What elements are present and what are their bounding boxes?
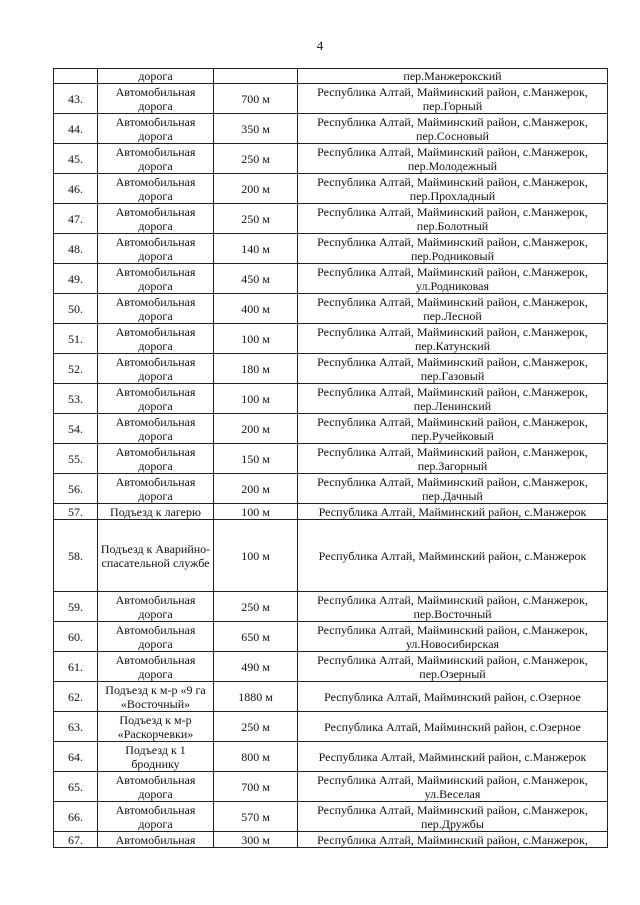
row-number-cell: 58. bbox=[54, 520, 98, 592]
road-name-cell: Автомобильная дорога bbox=[98, 324, 214, 354]
table-row bbox=[54, 384, 608, 414]
road-length-cell: 180 м bbox=[214, 354, 298, 384]
table-row bbox=[54, 444, 608, 474]
table-row bbox=[54, 802, 608, 832]
road-length-cell: 250 м bbox=[214, 712, 298, 742]
roads-table-body bbox=[54, 69, 608, 848]
road-address-cell: Республика Алтай, Майминский район, с.Манжерок bbox=[298, 520, 608, 592]
row-number-cell: 63. bbox=[54, 712, 98, 742]
row-number-cell bbox=[54, 69, 98, 84]
table-row bbox=[54, 832, 608, 848]
road-length-cell: 250 м bbox=[214, 204, 298, 234]
road-address-cell: Республика Алтай, Майминский район, с.Манжерок, пер.Загорный bbox=[298, 444, 608, 474]
row-number-cell: 47. bbox=[54, 204, 98, 234]
road-address-cell: Республика Алтай, Майминский район, с.Манжерок, bbox=[298, 832, 608, 848]
road-name-cell: Подъезд к Аварийно-спасательной службе bbox=[98, 520, 214, 592]
road-name-cell: Подъезд к лагерю bbox=[98, 504, 214, 520]
road-name-cell: Автомобильная дорога bbox=[98, 144, 214, 174]
road-length-cell: 570 м bbox=[214, 802, 298, 832]
row-number-cell: 54. bbox=[54, 414, 98, 444]
road-length-cell: 250 м bbox=[214, 592, 298, 622]
road-length-cell: 450 м bbox=[214, 264, 298, 294]
table-row bbox=[54, 204, 608, 234]
row-number-cell: 57. bbox=[54, 504, 98, 520]
road-length-cell: 140 м bbox=[214, 234, 298, 264]
row-number-cell: 43. bbox=[54, 84, 98, 114]
road-address-cell: Республика Алтай, Майминский район, с.Манжерок, пер.Восточный bbox=[298, 592, 608, 622]
road-address-cell: Республика Алтай, Майминский район, с.Манжерок, пер.Катунский bbox=[298, 324, 608, 354]
road-length-cell: 100 м bbox=[214, 384, 298, 414]
row-number-cell: 51. bbox=[54, 324, 98, 354]
road-name-cell: Автомобильная bbox=[98, 832, 214, 848]
road-length-cell: 400 м bbox=[214, 294, 298, 324]
row-number-cell: 52. bbox=[54, 354, 98, 384]
table-row bbox=[54, 114, 608, 144]
road-address-cell: Республика Алтай, Майминский район, с.Манжерок, ул.Родниковая bbox=[298, 264, 608, 294]
road-name-cell: Автомобильная дорога bbox=[98, 114, 214, 144]
row-number-cell: 67. bbox=[54, 832, 98, 848]
road-name-cell: Подъезд к м-р «Раскорчевки» bbox=[98, 712, 214, 742]
road-address-cell: Республика Алтай, Майминский район, с.Манжерок, пер.Озерный bbox=[298, 652, 608, 682]
table-row bbox=[54, 174, 608, 204]
road-name-cell: Автомобильная дорога bbox=[98, 234, 214, 264]
road-length-cell: 100 м bbox=[214, 504, 298, 520]
row-number-cell: 53. bbox=[54, 384, 98, 414]
row-number-cell: 49. bbox=[54, 264, 98, 294]
road-name-cell: Подъезд к 1 броднику bbox=[98, 742, 214, 772]
road-length-cell: 200 м bbox=[214, 474, 298, 504]
row-number-cell: 56. bbox=[54, 474, 98, 504]
road-name-cell: Автомобильная дорога bbox=[98, 264, 214, 294]
table-row bbox=[54, 712, 608, 742]
page-number: 4 bbox=[316, 38, 324, 53]
road-length-cell: 700 м bbox=[214, 84, 298, 114]
road-address-cell: Республика Алтай, Майминский район, с.Озерное bbox=[298, 712, 608, 742]
road-address-cell: Республика Алтай, Майминский район, с.Манжерок, пер.Молодежный bbox=[298, 144, 608, 174]
road-name-cell: Автомобильная дорога bbox=[98, 354, 214, 384]
road-address-cell: Республика Алтай, Майминский район, с.Озерное bbox=[298, 682, 608, 712]
road-address-cell: Республика Алтай, Майминский район, с.Манжерок, пер.Дружбы bbox=[298, 802, 608, 832]
road-name-cell: Автомобильная дорога bbox=[98, 294, 214, 324]
road-length-cell: 250 м bbox=[214, 144, 298, 174]
row-number-cell: 46. bbox=[54, 174, 98, 204]
table-row bbox=[54, 520, 608, 592]
road-address-cell: Республика Алтай, Майминский район, с.Манжерок, пер.Болотный bbox=[298, 204, 608, 234]
road-address-cell: Республика Алтай, Майминский район, с.Манжерок bbox=[298, 504, 608, 520]
road-length-cell: 700 м bbox=[214, 772, 298, 802]
road-address-cell: Республика Алтай, Майминский район, с.Манжерок, пер.Горный bbox=[298, 84, 608, 114]
road-length-cell: 800 м bbox=[214, 742, 298, 772]
road-name-cell: Автомобильная дорога bbox=[98, 174, 214, 204]
table-row bbox=[54, 682, 608, 712]
road-name-cell: Автомобильная дорога bbox=[98, 444, 214, 474]
table-row bbox=[54, 84, 608, 114]
row-number-cell: 45. bbox=[54, 144, 98, 174]
table-row bbox=[54, 234, 608, 264]
road-length-cell: 350 м bbox=[214, 114, 298, 144]
road-length-cell bbox=[214, 69, 298, 84]
row-number-cell: 48. bbox=[54, 234, 98, 264]
road-name-cell: дорога bbox=[98, 69, 214, 84]
road-length-cell: 100 м bbox=[214, 520, 298, 592]
road-name-cell: Автомобильная дорога bbox=[98, 204, 214, 234]
row-number-cell: 55. bbox=[54, 444, 98, 474]
table-row bbox=[54, 324, 608, 354]
table-row bbox=[54, 622, 608, 652]
table-row bbox=[54, 294, 608, 324]
road-name-cell: Автомобильная дорога bbox=[98, 384, 214, 414]
road-name-cell: Автомобильная дорога bbox=[98, 802, 214, 832]
road-name-cell: Автомобильная дорога bbox=[98, 592, 214, 622]
row-number-cell: 59. bbox=[54, 592, 98, 622]
road-address-cell: Республика Алтай, Майминский район, с.Манжерок, пер.Дачный bbox=[298, 474, 608, 504]
road-address-cell: Республика Алтай, Майминский район, с.Манжерок, пер.Ручейковый bbox=[298, 414, 608, 444]
road-name-cell: Автомобильная дорога bbox=[98, 84, 214, 114]
road-name-cell: Автомобильная дорога bbox=[98, 414, 214, 444]
table-row bbox=[54, 504, 608, 520]
road-name-cell: Автомобильная дорога bbox=[98, 622, 214, 652]
road-address-cell: Республика Алтай, Майминский район, с.Манжерок, пер.Лесной bbox=[298, 294, 608, 324]
row-number-cell: 44. bbox=[54, 114, 98, 144]
row-number-cell: 61. bbox=[54, 652, 98, 682]
row-number-cell: 62. bbox=[54, 682, 98, 712]
road-length-cell: 1880 м bbox=[214, 682, 298, 712]
table-row bbox=[54, 772, 608, 802]
row-number-cell: 66. bbox=[54, 802, 98, 832]
road-address-cell: Республика Алтай, Майминский район, с.Манжерок, ул.Веселая bbox=[298, 772, 608, 802]
road-length-cell: 100 м bbox=[214, 324, 298, 354]
row-number-cell: 65. bbox=[54, 772, 98, 802]
table-row bbox=[54, 354, 608, 384]
table-row bbox=[54, 742, 608, 772]
row-number-cell: 64. bbox=[54, 742, 98, 772]
table-row bbox=[54, 69, 608, 84]
road-address-cell: Республика Алтай, Майминский район, с.Манжерок, пер.Сосновый bbox=[298, 114, 608, 144]
road-address-cell: Республика Алтай, Майминский район, с.Манжерок, ул.Новосибирская bbox=[298, 622, 608, 652]
road-address-cell: Республика Алтай, Майминский район, с.Манжерок, пер.Родниковый bbox=[298, 234, 608, 264]
row-number-cell: 50. bbox=[54, 294, 98, 324]
table-row bbox=[54, 474, 608, 504]
road-length-cell: 490 м bbox=[214, 652, 298, 682]
road-address-cell: Республика Алтай, Майминский район, с.Манжерок, пер.Газовый bbox=[298, 354, 608, 384]
road-name-cell: Подъезд к м-р «9 га «Восточный» bbox=[98, 682, 214, 712]
road-length-cell: 200 м bbox=[214, 174, 298, 204]
road-address-cell: Республика Алтай, Майминский район, с.Манжерок, пер.Прохладный bbox=[298, 174, 608, 204]
table-row bbox=[54, 264, 608, 294]
row-number-cell: 60. bbox=[54, 622, 98, 652]
road-address-cell: Республика Алтай, Майминский район, с.Манжерок bbox=[298, 742, 608, 772]
road-name-cell: Автомобильная дорога bbox=[98, 652, 214, 682]
road-length-cell: 200 м bbox=[214, 414, 298, 444]
road-address-cell: пер.Манжерокский bbox=[298, 69, 608, 84]
road-length-cell: 150 м bbox=[214, 444, 298, 474]
road-name-cell: Автомобильная дорога bbox=[98, 474, 214, 504]
road-name-cell: Автомобильная дорога bbox=[98, 772, 214, 802]
road-length-cell: 300 м bbox=[214, 832, 298, 848]
table-row bbox=[54, 592, 608, 622]
road-address-cell: Республика Алтай, Майминский район, с.Манжерок, пер.Ленинский bbox=[298, 384, 608, 414]
table-row bbox=[54, 144, 608, 174]
road-length-cell: 650 м bbox=[214, 622, 298, 652]
roads-table bbox=[53, 68, 608, 848]
table-row bbox=[54, 414, 608, 444]
table-row bbox=[54, 652, 608, 682]
